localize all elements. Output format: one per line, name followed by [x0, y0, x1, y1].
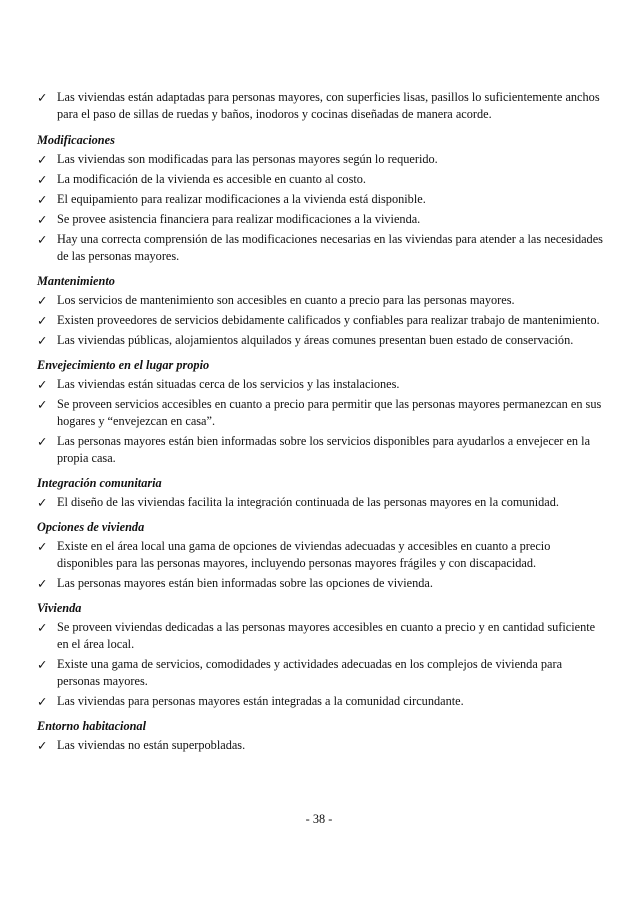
- section-heading: Modificaciones: [37, 133, 115, 147]
- checkmark-icon: ✓: [37, 293, 48, 308]
- checklist-item: [37, 376, 605, 393]
- checklist-item-text: Se proveen servicios accesibles en cuanto a precio para permitir que las personas mayores permanezcan en sus hogares y “envejezcan en casa”.: [57, 397, 602, 428]
- checklist-item: [37, 211, 605, 228]
- checkmark-icon: ✓: [37, 90, 48, 105]
- checkmark-icon: ✓: [37, 576, 48, 591]
- checklist-item-text: Las personas mayores están bien informadas sobre las opciones de vivienda.: [57, 576, 433, 590]
- checklist-item: [37, 191, 605, 208]
- section-heading: Opciones de vivienda: [37, 520, 145, 534]
- checklist-section: [37, 273, 605, 349]
- checklist-item-text: El equipamiento para realizar modificaciones a la vivienda está disponible.: [57, 192, 426, 206]
- checkmark-icon: ✓: [37, 192, 48, 207]
- checklist-content: [37, 89, 605, 757]
- checklist-item: [37, 312, 605, 329]
- checkmark-icon: ✓: [37, 152, 48, 167]
- checkmark-icon: ✓: [37, 434, 48, 449]
- intro-checklist-item: [37, 89, 605, 123]
- checkmark-icon: ✓: [37, 738, 48, 753]
- checklist-item: [37, 332, 605, 349]
- checkmark-icon: ✓: [37, 172, 48, 187]
- checklist-item: [37, 494, 605, 511]
- checklist-item-text: Las viviendas no están superpobladas.: [57, 738, 246, 752]
- checklist-item: [37, 171, 605, 188]
- section-heading: Vivienda: [37, 601, 82, 615]
- page-number: - 38 -: [305, 812, 333, 826]
- checklist-item: [37, 619, 605, 653]
- checklist-item-text: Las viviendas están situadas cerca de los servicios y las instalaciones.: [57, 377, 400, 391]
- checklist-sections: [37, 132, 605, 754]
- checklist-item: [37, 396, 605, 430]
- checklist-item: [37, 231, 605, 265]
- checklist-section: [37, 132, 605, 265]
- checkmark-icon: ✓: [37, 333, 48, 348]
- checklist-item-text: Existe en el área local una gama de opciones de viviendas adecuadas y accesibles en cuanto a precio disponibles para las personas mayores, incluyendo personas mayores frágiles y con discapacidad.: [57, 539, 551, 570]
- checklist-item: [37, 656, 605, 690]
- checklist-item-text: Existen proveedores de servicios debidamente calificados y confiables para realizar trabajo de mantenimiento.: [57, 313, 600, 327]
- checklist-item-text: Las personas mayores están bien informadas sobre los servicios disponibles para ayudarlos a envejecer en la propia casa.: [57, 434, 591, 465]
- checklist-item: [37, 575, 605, 592]
- checklist-item-text: Los servicios de mantenimiento son accesibles en cuanto a precio para las personas mayores.: [57, 293, 515, 307]
- checklist-item: [37, 693, 605, 710]
- checklist-item-text: La modificación de la vivienda es accesible en cuanto al costo.: [57, 172, 367, 186]
- section-heading: Integración comunitaria: [37, 476, 162, 490]
- section-heading: Mantenimiento: [37, 274, 115, 288]
- checklist-item-text: Las viviendas para personas mayores están integradas a la comunidad circundante.: [57, 694, 464, 708]
- checklist-item-text: El diseño de las viviendas facilita la integración continuada de las personas mayores en la comunidad.: [57, 495, 559, 509]
- checklist-item: [37, 538, 605, 572]
- checklist-item: [37, 433, 605, 467]
- checklist-item-text: Las viviendas públicas, alojamientos alquilados y áreas comunes presentan buen estado de conservación.: [57, 333, 574, 347]
- checkmark-icon: ✓: [37, 313, 48, 328]
- checkmark-icon: ✓: [37, 620, 48, 635]
- checkmark-icon: ✓: [37, 377, 48, 392]
- section-heading: Entorno habitacional: [37, 719, 146, 733]
- checkmark-icon: ✓: [37, 397, 48, 412]
- checkmark-icon: ✓: [37, 495, 48, 510]
- checklist-section: [37, 519, 605, 592]
- checklist-item: [37, 737, 605, 754]
- section-heading: Envejecimiento en el lugar propio: [37, 358, 210, 372]
- checkmark-icon: ✓: [37, 657, 48, 672]
- checklist-section: [37, 357, 605, 467]
- checkmark-icon: ✓: [37, 694, 48, 709]
- checklist-item-text: Existe una gama de servicios, comodidades y actividades adecuadas en los complejos de vivienda para personas mayores.: [57, 657, 563, 688]
- checklist-item-text: Se proveen viviendas dedicadas a las personas mayores accesibles en cuanto a precio y en cantidad suficiente en el área local.: [57, 620, 596, 651]
- checklist-item-text: Se provee asistencia financiera para realizar modificaciones a la vivienda.: [57, 212, 421, 226]
- checklist-section: [37, 718, 605, 754]
- checklist-section: [37, 600, 605, 710]
- checklist-item: [37, 151, 605, 168]
- checkmark-icon: ✓: [37, 212, 48, 227]
- checklist-item-text: Las viviendas están adaptadas para personas mayores, con superficies lisas, pasillos lo suficientemente anchos para el paso de sillas de ruedas y baños, inodoros y cocinas diseñadas de manera acorde.: [57, 90, 600, 121]
- checklist-item-text: Hay una correcta comprensión de las modificaciones necesarias en las viviendas para atender a las necesidades de las personas mayores.: [57, 232, 603, 263]
- checklist-item: [37, 292, 605, 309]
- checklist-item-text: Las viviendas son modificadas para las personas mayores según lo requerido.: [57, 152, 438, 166]
- checklist-section: [37, 475, 605, 511]
- checkmark-icon: ✓: [37, 232, 48, 247]
- checkmark-icon: ✓: [37, 539, 48, 554]
